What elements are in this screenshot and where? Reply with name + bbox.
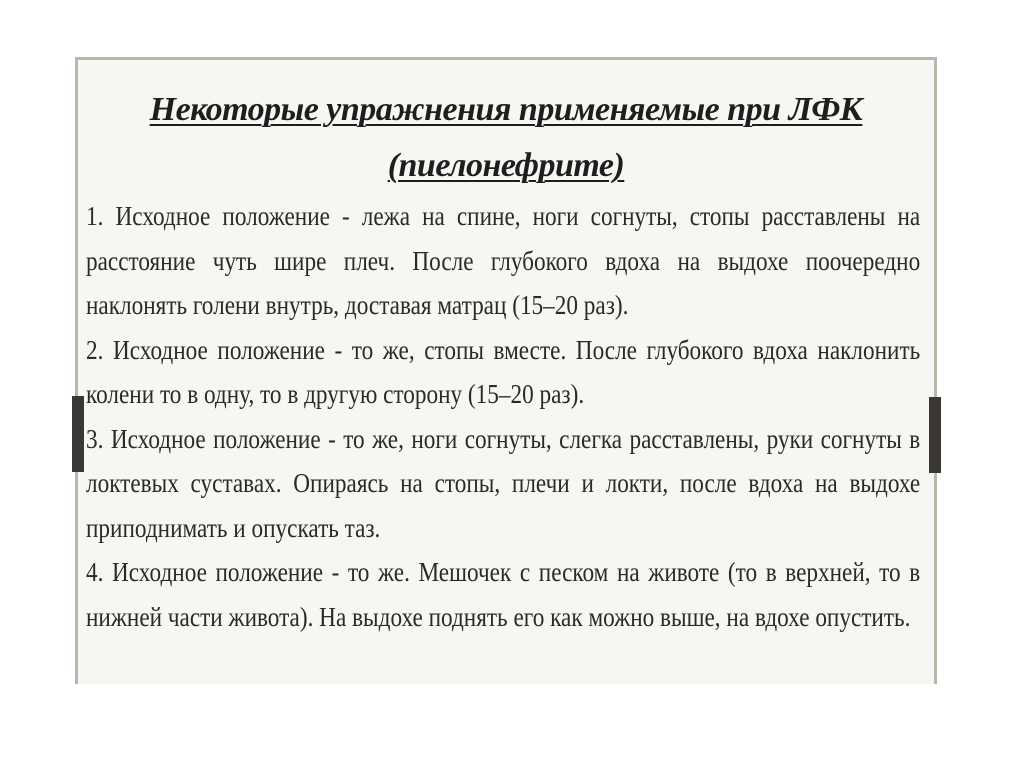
- exercise-item-3: 3. Исходное положение - то же, ноги согнуты, слегка расставлены, руки согнуты в локтевых суставах. Опираясь на стопы, плечи и локти, после вдоха на выдохе приподнимать и опускать таз.: [86, 423, 921, 543]
- right-edge-tab: [929, 397, 941, 473]
- exercise-item-4: 4. Исходное положение - то же. Мешочек с песком на животе (то в верхней, то в нижней части живота). На выдохе поднять его как можно выше, на вдохе опустить.: [86, 557, 921, 632]
- page-title: [78, 82, 934, 194]
- title-line-2: (пиелонефрите): [387, 147, 625, 184]
- exercise-item-1: 1. Исходное положение - лежа на спине, ноги согнуты, стопы расставлены на расстояние чуть шире плеч. После глубокого вдоха на выдохе поочередно наклонять голени внутрь, доставая матрац (15–20 раз).: [86, 201, 921, 320]
- left-edge-tab: [72, 396, 84, 472]
- exercise-item-2: 2. Исходное положение - то же, стопы вместе. После глубокого вдоха наклонить колени то в одну, то в другую сторону (15–20 раз).: [86, 334, 921, 409]
- title-line-1: Некоторые упражнения применяемые при ЛФК: [149, 91, 863, 128]
- slide-panel: [75, 57, 937, 684]
- exercise-list: [86, 194, 920, 639]
